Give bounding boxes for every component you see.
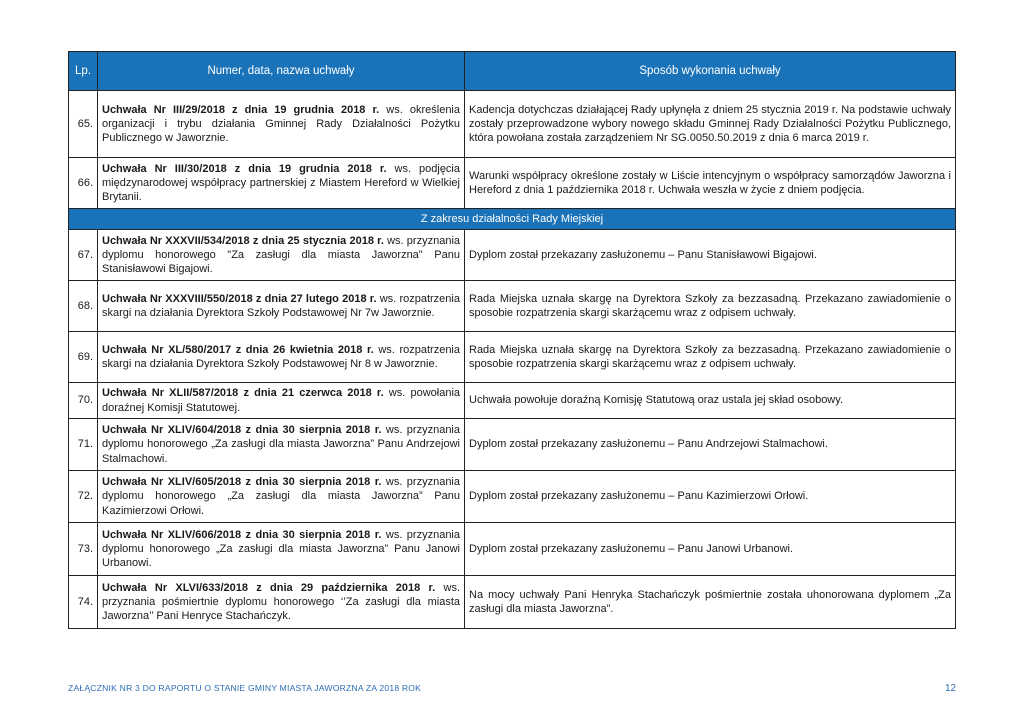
resolution-cell (98, 332, 465, 383)
execution-cell: Dyplom został przekazany zasłużonemu – Panu Janowi Urbanowi. (465, 523, 956, 576)
resolution-title: Uchwała Nr XLVI/633/2018 z dnia 29 października 2018 r. (102, 581, 436, 594)
header-lp: Lp. (69, 52, 98, 91)
resolution-subject: ws. rozpatrzenia skargi na działania Dyrektora Szkoły Podstawowej Nr 8 w Jaworznie. (102, 343, 460, 370)
execution-cell: Rada Miejska uznała skargę na Dyrektora Szkoły za bezzasadną. Przekazano zawiadomienie o sposobie rozpatrzenia skargi skarżącemu wraz z odpisem uchwały. (465, 281, 956, 332)
page-footer: ZAŁĄCZNIK NR 3 DO RAPORTU O STANIE GMINY MIASTA JAWORZNA ZA 2018 ROK (68, 683, 422, 693)
resolution-cell (98, 281, 465, 332)
row-number: 73. (69, 523, 98, 576)
resolution-title: Uchwała Nr XLIV/605/2018 z dnia 30 sierpnia 2018 r. (102, 476, 382, 489)
resolution-title: Uchwała Nr XLII/587/2018 z dnia 21 czerwca 2018 r. (102, 387, 384, 400)
resolution-cell (98, 383, 465, 419)
table-row (69, 576, 956, 629)
resolution-title: Uchwała Nr XL/580/2017 z dnia 26 kwietnia 2018 r. (102, 343, 374, 356)
execution-cell: Kadencja dotychczas działającej Rady upłynęła z dniem 25 stycznia 2019 r. Na podstawie uchwały zostały przeprowadzone wybory nowego składu Gminnej Rady Działalności Pożytku Publicznego, która powołana została zarządzeniem Nr SG.0050.50.2019 z dnia 6 marca 2019 r. (465, 91, 956, 158)
row-number: 66. (69, 158, 98, 209)
table-row (69, 230, 956, 281)
table-row (69, 332, 956, 383)
row-number: 72. (69, 471, 98, 523)
resolution-title: Uchwała Nr III/29/2018 z dnia 19 grudnia 2018 r. (102, 103, 380, 116)
resolution-cell (98, 230, 465, 281)
resolution-cell (98, 523, 465, 576)
row-number: 69. (69, 332, 98, 383)
execution-cell: Uchwała powołuje doraźną Komisję Statutową oraz ustala jej skład osobowy. (465, 383, 956, 419)
table-header-row (69, 52, 956, 91)
resolution-subject: ws. powołania doraźnej Komisji Statutowej. (102, 387, 461, 414)
table-row (69, 523, 956, 576)
resolution-subject: ws. rozpatrzenia skargi na działania Dyrektora Szkoły Podstawowej Nr 7w Jaworznie. (102, 292, 460, 319)
section-header-row (69, 209, 956, 230)
table-row (69, 471, 956, 523)
resolution-title: Uchwała Nr XLIV/604/2018 z dnia 30 sierpnia 2018 r. (102, 424, 382, 437)
row-number: 68. (69, 281, 98, 332)
execution-cell: Warunki współpracy określone zostały w Liście intencyjnym o współpracy samorządów Jaworzna i Hereford z dnia 1 października 2018 r. Uchwała weszła w życie z dniem podjęcia. (465, 158, 956, 209)
header-execution: Sposób wykonania uchwały (465, 52, 956, 91)
resolution-subject: ws. przyznania dyplomu honorowego "Za zasługi dla miasta Jaworzna" Panu Stanisławowi Bigajowi. (102, 234, 461, 276)
resolutions-table (68, 51, 956, 629)
resolution-subject: ws. przyznania dyplomu honorowego „Za zasługi dla miasta Jaworzna” Panu Andrzejowi Stalmachowi. (102, 424, 460, 465)
table-row (69, 383, 956, 419)
row-number: 71. (69, 419, 98, 471)
execution-cell: Dyplom został przekazany zasłużonemu – Panu Kazimierzowi Orłowi. (465, 471, 956, 523)
resolution-subject: ws. przyznania dyplomu honorowego „Za zasługi dla miasta Jaworzna” Panu Janowi Urbanowi. (102, 528, 460, 570)
row-number: 67. (69, 230, 98, 281)
table-row (69, 281, 956, 332)
execution-cell: Dyplom został przekazany zasłużonemu – Panu Andrzejowi Stalmachowi. (465, 419, 956, 471)
page-number: 12 (945, 683, 957, 694)
resolution-cell (98, 91, 465, 158)
execution-cell: Dyplom został przekazany zasłużonemu – Panu Stanisławowi Bigajowi. (465, 230, 956, 281)
resolution-cell (98, 471, 465, 523)
execution-cell: Rada Miejska uznała skargę na Dyrektora Szkoły za bezzasadną. Przekazano zawiadomienie o sposobie rozpatrzenia skargi skarżącemu wraz z odpisem uchwały. (465, 332, 956, 383)
resolution-subject: ws. podjęcia międzynarodowej współpracy partnerskiej z Miastem Hereford w Wielkiej Brytanii. (102, 162, 460, 204)
resolution-title: Uchwała Nr XXXVII/534/2018 z dnia 25 stycznia 2018 r. (102, 234, 384, 247)
resolution-subject: ws. przyznania dyplomu honorowego „Za zasługi dla miasta Jaworzna” Panu Kazimierzowi Orłowi. (102, 476, 460, 517)
resolution-cell (98, 576, 465, 629)
row-number: 70. (69, 383, 98, 419)
resolution-title: Uchwała Nr XXXVIII/550/2018 z dnia 27 lutego 2018 r. (102, 292, 377, 305)
header-resolution: Numer, data, nazwa uchwały (98, 52, 465, 91)
resolution-title: Uchwała Nr III/30/2018 z dnia 19 grudnia 2018 r. (102, 162, 387, 175)
section-label: Z zakresu działalności Rady Miejskiej (69, 209, 956, 230)
resolution-cell (98, 158, 465, 209)
resolution-subject: ws. przyznania pośmiertnie dyplomu honorowego ‘’Za zasługi dla miasta Jaworzna’’ Pani Henryce Stachańczyk. (102, 581, 460, 623)
resolution-subject: ws. określenia organizacji i trybu działania Gminnej Rady Działalności Pożytku Publicznego w Jaworznie. (102, 103, 460, 145)
resolution-title: Uchwała Nr XLIV/606/2018 z dnia 30 sierpnia 2018 r. (102, 528, 382, 541)
row-number: 74. (69, 576, 98, 629)
row-number: 65. (69, 91, 98, 158)
execution-cell: Na mocy uchwały Pani Henryka Stachańczyk pośmiertnie została uhonorowana dyplomem „Za zasługi dla miasta Jaworzna”. (465, 576, 956, 629)
resolution-cell (98, 419, 465, 471)
table-row (69, 158, 956, 209)
table-row (69, 419, 956, 471)
table-row (69, 91, 956, 158)
